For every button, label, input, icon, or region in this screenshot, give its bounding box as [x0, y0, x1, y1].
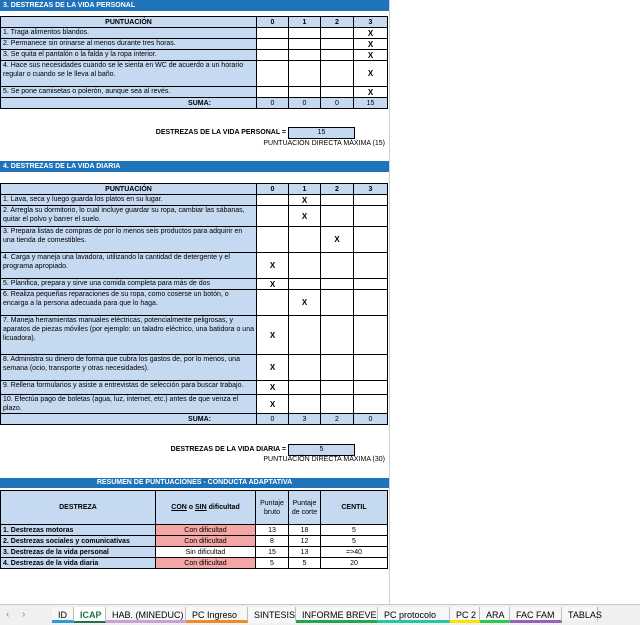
score-cell[interactable]	[289, 206, 321, 227]
table-row	[1, 50, 388, 61]
score-mark: X	[269, 261, 276, 270]
score-mark: X	[334, 235, 340, 244]
item-label: 4. Carga y maneja una lavadora, utilizando la cantidad de detergente y el programa apropiado.	[1, 253, 257, 279]
score-mark: X	[269, 330, 276, 340]
score-cell[interactable]	[321, 50, 354, 61]
item-label: 3. Se quita el pantalón o la falda y la ropa interior.	[1, 50, 257, 61]
header-sin: SIN	[195, 504, 207, 511]
score-cell[interactable]	[257, 381, 289, 395]
sum-value: 0	[257, 414, 289, 425]
score-cell[interactable]	[289, 87, 321, 98]
score-cell[interactable]	[289, 355, 321, 381]
dificultad-cell[interactable]: Con dificultad	[156, 558, 256, 569]
score-cell[interactable]	[321, 39, 354, 50]
score-cell[interactable]	[354, 290, 388, 316]
score-cell[interactable]	[354, 206, 388, 227]
score-cell[interactable]	[289, 316, 321, 355]
score-cell[interactable]	[321, 227, 354, 253]
item-label: 2. Permanece sin orinarse al menos durante tres horas.	[1, 39, 257, 50]
score-cell[interactable]	[321, 355, 354, 381]
destreza-name: 2. Destrezas sociales y comunicativas	[1, 536, 156, 547]
score-cell[interactable]	[257, 316, 289, 355]
score-cell[interactable]	[321, 316, 354, 355]
item-label: 1. Traga alimentos blandos.	[1, 28, 257, 39]
score-mark: X	[269, 399, 276, 409]
centil-value: 5	[321, 536, 388, 547]
section3-total-label: DESTREZAS DE LA VIDA PERSONAL =	[155, 129, 286, 136]
score-column-header: 2	[321, 17, 354, 28]
score-cell[interactable]	[321, 253, 354, 279]
score-cell[interactable]	[354, 253, 388, 279]
puntaje-corte: 12	[289, 536, 321, 547]
score-mark: X	[269, 279, 276, 289]
score-mark: X	[269, 363, 276, 372]
table-row	[1, 547, 388, 558]
puntaje-bruto: 13	[256, 525, 289, 536]
score-cell[interactable]	[257, 87, 289, 98]
item-label: 6. Realiza pequeñas reparaciones de su ropa, como coserse un botón, o encarga a la persona adecuada para que lo haga.	[1, 290, 257, 316]
item-label: 10. Efectúa pago de boletas (agua, luz, internet, etc.) antes de que venza el plazo.	[1, 395, 257, 414]
sum-value: 0	[257, 98, 289, 109]
dificultad-cell[interactable]: Con dificultad	[156, 525, 256, 536]
header-dificultad-text: dificultad	[206, 504, 240, 511]
score-cell[interactable]	[289, 195, 321, 206]
sum-value: 0	[321, 98, 354, 109]
score-mark: X	[367, 50, 374, 60]
table-row	[1, 395, 388, 414]
score-column-header: 0	[257, 184, 289, 195]
item-label: 2. Arregla su dormitorio, lo cual incluye guardar su ropa, cambiar las sábanas, quitar el polvo y barrer el suelo.	[1, 206, 257, 227]
score-column-header: 3	[354, 184, 388, 195]
sum-label: SUMA:	[1, 98, 257, 109]
score-cell[interactable]	[321, 87, 354, 98]
table-row	[1, 290, 388, 316]
score-column-header: 0	[257, 17, 289, 28]
section4-title: 4. DESTREZAS DE LA VIDA DIARIA	[0, 161, 389, 172]
score-cell[interactable]	[321, 61, 354, 87]
empty-sheet-area	[389, 0, 640, 604]
score-cell[interactable]	[257, 290, 289, 316]
section3-table	[0, 16, 388, 109]
header-corte: Puntaje de corte	[289, 491, 321, 525]
table-row	[1, 39, 388, 50]
destreza-name: 4. Destrezas de la vida diaria	[1, 558, 156, 569]
score-cell[interactable]	[289, 395, 321, 414]
score-cell[interactable]	[289, 290, 321, 316]
header-dificultad	[156, 491, 256, 525]
score-mark: X	[367, 39, 374, 49]
score-cell[interactable]	[289, 61, 321, 87]
puntaje-corte: 13	[289, 547, 321, 558]
table-row	[1, 206, 388, 227]
centil-value: 5	[321, 525, 388, 536]
centil-value: 20	[321, 558, 388, 569]
section3-title: 3. DESTREZAS DE LA VIDA PERSONAL	[0, 0, 389, 11]
destreza-name: 3. Destrezas de la vida personal	[1, 547, 156, 558]
score-mark: X	[367, 87, 374, 97]
header-o: o	[186, 504, 195, 511]
score-cell[interactable]	[321, 290, 354, 316]
header-destreza: DESTREZA	[1, 491, 156, 525]
table-row	[1, 87, 388, 98]
score-cell[interactable]	[257, 50, 289, 61]
puntaje-bruto: 8	[256, 536, 289, 547]
tab-id[interactable]: ID	[52, 607, 74, 623]
score-cell[interactable]	[257, 227, 289, 253]
resumen-table	[0, 490, 388, 569]
score-column-header: 3	[354, 17, 388, 28]
table-row	[1, 316, 388, 355]
tab-sintesis[interactable]: SINTESIS	[248, 607, 296, 623]
score-column-header: 1	[289, 17, 321, 28]
tab-tablas[interactable]: TABLAS	[562, 607, 598, 623]
table-row	[1, 195, 388, 206]
header-centil: CENTIL	[321, 491, 388, 525]
score-column-header: 1	[289, 184, 321, 195]
puntaje-corte: 5	[289, 558, 321, 569]
section3-max-label: PUNTUACIÓN DIRECTA MÁXIMA (15)	[263, 140, 385, 147]
score-cell[interactable]	[257, 206, 289, 227]
item-label: 7. Maneja herramientas manuales eléctricas, potencialmente peligrosas, y aparatos de piezas móviles (por ejemplo: un taladro eléctrico, una batidora o una licuadora).	[1, 316, 257, 355]
score-cell[interactable]	[354, 50, 388, 61]
score-cell[interactable]	[257, 39, 289, 50]
puntuacion-header: PUNTUACIÓN	[1, 17, 257, 28]
score-cell[interactable]	[354, 39, 388, 50]
score-mark: X	[367, 69, 374, 78]
score-cell[interactable]	[289, 279, 321, 290]
score-cell[interactable]	[289, 381, 321, 395]
dificultad-cell[interactable]: Con dificultad	[156, 536, 256, 547]
sum-value: 15	[354, 98, 388, 109]
resumen-title: RESUMEN DE PUNTUACIONES - CONDUCTA ADAPTATIVA	[0, 478, 389, 488]
dificultad-cell[interactable]: Sin dificultad	[156, 547, 256, 558]
score-cell[interactable]	[289, 227, 321, 253]
score-mark: X	[367, 28, 374, 38]
score-cell[interactable]	[354, 87, 388, 98]
tab-fac-fam[interactable]: FAC FAM	[510, 607, 562, 623]
tab-ara[interactable]: ARA	[480, 607, 510, 623]
item-label: 5. Se pone camisetas o polerón, aunque sea al revés.	[1, 87, 257, 98]
score-cell[interactable]	[321, 28, 354, 39]
score-cell[interactable]	[354, 381, 388, 395]
tab-informe-breve[interactable]: INFORME BREVE	[296, 607, 378, 623]
score-cell[interactable]	[354, 355, 388, 381]
score-cell[interactable]	[354, 28, 388, 39]
prev-sheet-icon[interactable]: ‹	[6, 609, 10, 620]
score-cell[interactable]	[289, 39, 321, 50]
item-label: 1. Lava, seca y luego guarda los platos en su lugar.	[1, 195, 257, 206]
score-cell[interactable]	[257, 28, 289, 39]
section4-table	[0, 183, 388, 425]
tab-hab-mineduc[interactable]: HAB. (MINEDUC)	[106, 607, 186, 623]
score-cell[interactable]	[289, 50, 321, 61]
section4-total-value[interactable]: 5	[288, 444, 355, 456]
score-cell[interactable]	[257, 395, 289, 414]
score-cell[interactable]	[321, 279, 354, 290]
score-cell[interactable]	[257, 253, 289, 279]
score-cell[interactable]	[321, 395, 354, 414]
next-sheet-icon[interactable]: ›	[22, 609, 26, 620]
puntaje-corte: 18	[289, 525, 321, 536]
score-cell[interactable]	[354, 279, 388, 290]
section4-max-label: PUNTUACIÓN DIRECTA MÁXIMA (30)	[263, 456, 385, 463]
score-cell[interactable]	[354, 227, 388, 253]
score-cell[interactable]	[354, 316, 388, 355]
score-mark: X	[301, 298, 308, 307]
sum-value: 0	[289, 98, 321, 109]
item-label: 4. Hace sus necesidades cuando se le sienta en WC de acuerdo a un horario regular o cuando se le lleva al baño.	[1, 61, 257, 87]
score-cell[interactable]	[321, 195, 354, 206]
table-row	[1, 227, 388, 253]
sum-label: SUMA:	[1, 414, 257, 425]
table-row	[1, 253, 388, 279]
puntaje-bruto: 15	[256, 547, 289, 558]
table-row	[1, 525, 388, 536]
centil-value: =>40	[321, 547, 388, 558]
item-label: 9. Rellena formularios y asiste a entrevistas de selección para buscar trabajo.	[1, 381, 257, 395]
section4-total-label: DESTREZAS DE LA VIDA DIARIA =	[170, 446, 286, 453]
table-row	[1, 536, 388, 547]
score-cell[interactable]	[289, 28, 321, 39]
sheet-tab-bar	[0, 604, 640, 625]
score-cell[interactable]	[354, 195, 388, 206]
score-cell[interactable]	[257, 61, 289, 87]
table-row	[1, 28, 388, 39]
sum-value: 0	[354, 414, 388, 425]
header-bruto: Puntaje bruto	[256, 491, 289, 525]
puntaje-bruto: 5	[256, 558, 289, 569]
score-cell[interactable]	[354, 395, 388, 414]
table-row	[1, 558, 388, 569]
tab-pc-ingreso[interactable]: PC Ingreso	[186, 607, 248, 623]
score-cell[interactable]	[257, 195, 289, 206]
score-cell[interactable]	[257, 355, 289, 381]
tab-icap[interactable]: ICAP	[74, 607, 106, 623]
score-mark: X	[269, 383, 276, 392]
score-cell[interactable]	[257, 279, 289, 290]
item-label: 5. Planifica, prepara y sirve una comida completa para más de dos	[1, 279, 257, 290]
tab-pc-2[interactable]: PC 2	[450, 607, 480, 623]
score-cell[interactable]	[289, 253, 321, 279]
puntuacion-header: PUNTUACIÓN	[1, 184, 257, 195]
score-column-header: 2	[321, 184, 354, 195]
item-label: 8. Administra su dinero de forma que cubra los gastos de, por lo menos, una semana (ocio, transporte y otras necesidades).	[1, 355, 257, 381]
sum-value: 2	[321, 414, 354, 425]
score-mark: X	[301, 195, 308, 205]
section3-total-value[interactable]: 15	[288, 127, 355, 139]
table-row	[1, 61, 388, 87]
item-label: 3. Prepara listas de compras de por lo menos seis productos para adquirir en una tienda de comestibles.	[1, 227, 257, 253]
sum-value: 3	[289, 414, 321, 425]
score-cell[interactable]	[321, 381, 354, 395]
score-cell[interactable]	[321, 206, 354, 227]
table-row	[1, 381, 388, 395]
tab-pc-protocolo[interactable]: PC protocolo	[378, 607, 450, 623]
header-con: CON	[171, 504, 187, 511]
table-row	[1, 279, 388, 290]
destreza-name: 1. Destrezas motoras	[1, 525, 156, 536]
table-row	[1, 355, 388, 381]
score-cell[interactable]	[354, 61, 388, 87]
score-mark: X	[301, 211, 308, 221]
